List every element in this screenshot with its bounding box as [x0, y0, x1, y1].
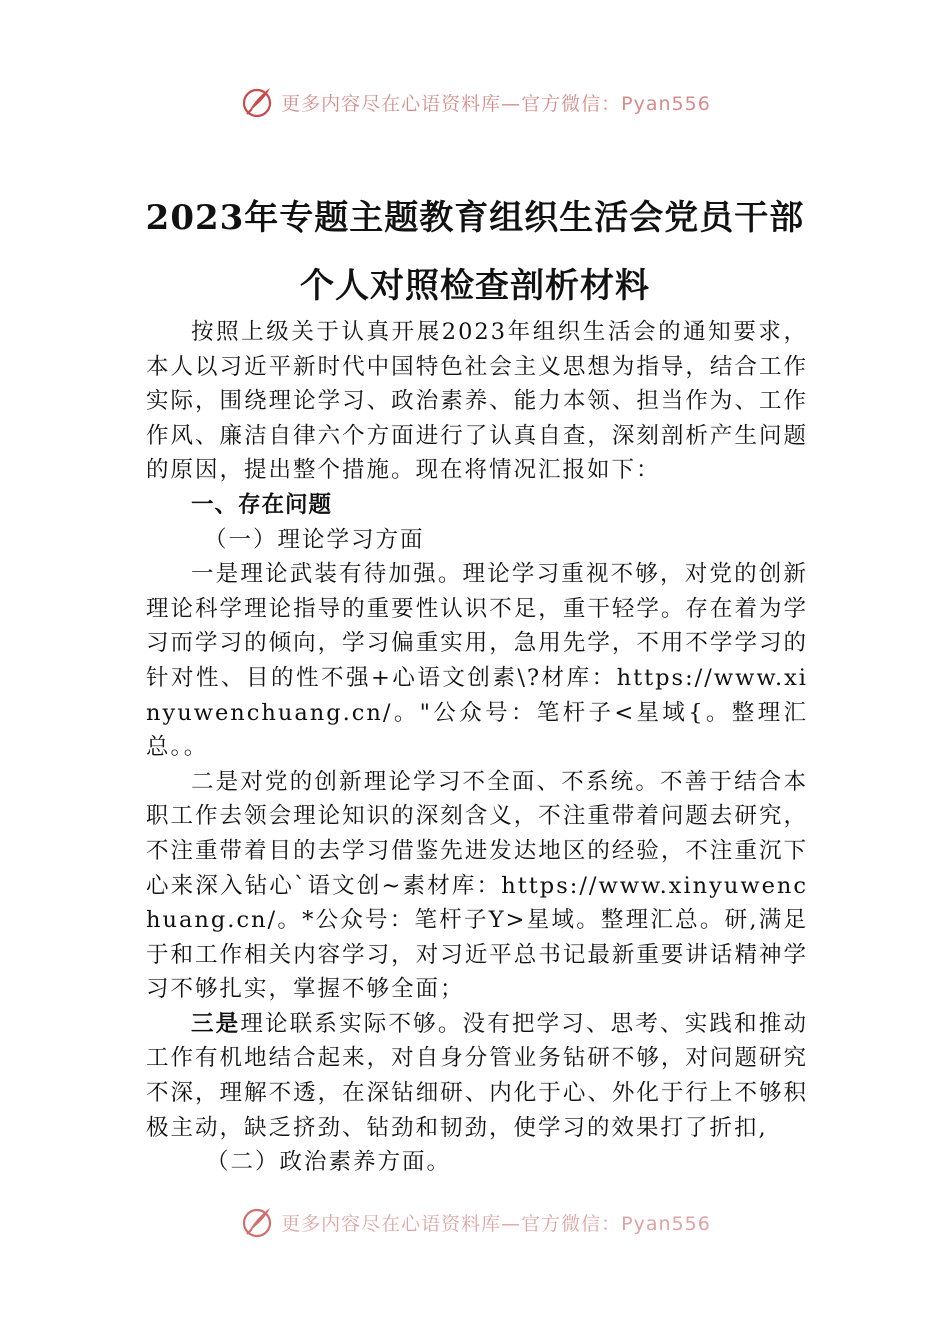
- section-heading-problems: 一、存在问题: [191, 491, 333, 518]
- point-three-lead: 三是: [191, 1010, 241, 1037]
- document-body: [146, 315, 808, 1180]
- subsection-heading-theory: （一）理论学习方面: [204, 526, 425, 553]
- watermark-footer: [0, 1202, 950, 1242]
- point-three-text: 理论联系实际不够。没有把学习、思考、实践和推动工作有机地结合起来，对自身分管业务钻研不够，对问题研究不深，理解不透，在深钻细研、内化于心、外化于行上不够积极主动，缺乏挤劲、钻劲和韧劲，使学习的效果打了折扣,: [146, 1010, 808, 1141]
- watermark-header: [0, 82, 950, 122]
- document-title-line-2: 个人对照检查剖析材料: [300, 266, 650, 306]
- subsection-heading-politics: （二）政治素养方面。: [206, 1149, 452, 1176]
- quill-logo-icon: [239, 1204, 275, 1240]
- watermark-text: 更多内容尽在心语资料库—官方微信：Pyan556: [281, 92, 711, 115]
- paragraph-point-two: 二是对党的创新理论学习不全面、不系统。不善于结合本职工作去领会理论知识的深刻含义，不注重带着问题去研究，不注重带着目的去学习借鉴先进发达地区的经验，不注重沉下心来深入钻心`语文创~素材库：https://www.xinyuwenchuang.cn/。*公众号：笔杆子Y>星域。整理汇总。研,满足于和工作相关内容学习，对习近平总书记最新重要讲话精神学习不够扎实，掌握不够全面；: [146, 768, 808, 1003]
- paragraph-point-one: 一是理论武装有待加强。理论学习重视不够，对党的创新理论科学理论指导的重要性认识不足，重干轻学。存在着为学习而学习的倾向，学习偏重实用，急用先学，不用不学学习的针对性、目的性不强+心语文创素\?材库：https://www.xinyuwenchuang.cn/。"公众号：笔杆子<星域{。整理汇总。。: [146, 561, 808, 761]
- document-title-line-1: 2023年专题主题教育组织生活会党员干部: [145, 198, 805, 238]
- quill-logo-icon: [239, 84, 275, 120]
- intro-paragraph: 按照上级关于认真开展2023年组织生活会的通知要求，本人以习近平新时代中国特色社会主义思想为指导，结合工作实际，围绕理论学习、政治素养、能力本领、担当作为、工作作风、廉洁自律六个方面进行了认真自查，深刻剖析产生问题的原因，提出整个措施。现在将情况汇报如下：: [146, 319, 808, 484]
- paragraph-point-three: [146, 1007, 808, 1145]
- watermark-text: 更多内容尽在心语资料库—官方微信：Pyan556: [281, 1212, 711, 1235]
